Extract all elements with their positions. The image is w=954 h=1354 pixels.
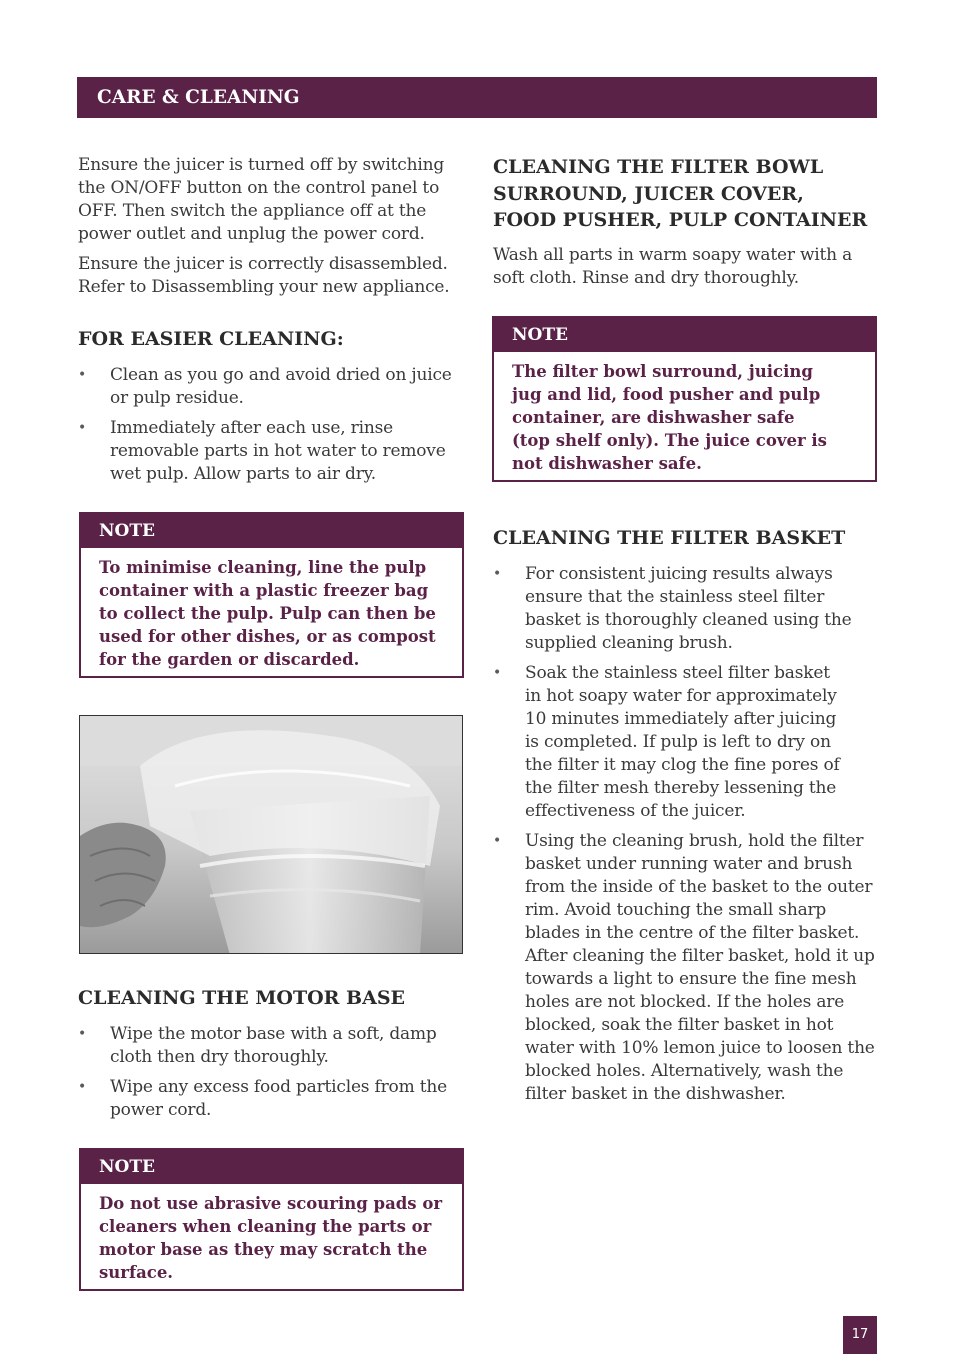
easier-cleaning-list (78, 364, 464, 486)
list-item: • For consistent juicing results always ensure that the stainless steel filter basket is thoroughly cleaned using the supplied cleaning brush. (493, 563, 852, 653)
bullet-icon: • (493, 832, 502, 849)
note-text: To minimise cleaning, line the pulp container with a plastic freezer bag to collect the pulp. Pulp can then be used for other dishes, or as compost for the garden or discarded. (99, 558, 436, 669)
bullet-icon: • (493, 565, 502, 582)
freezer-bag-illustration (80, 716, 463, 954)
list-item: • Wipe the motor base with a soft, damp cloth then dry thoroughly. (78, 1023, 437, 1067)
intro-paragraph-1: Ensure the juicer is turned off by switching the ON/OFF button on the control panel to OFF. Then switch the appliance off at the power outlet and unplug the power cord. (78, 155, 444, 244)
easier-cleaning-section (78, 326, 464, 493)
motor-base-list (78, 1023, 464, 1122)
note-label: NOTE (81, 1150, 462, 1184)
note-box-abrasive (79, 1148, 464, 1291)
freezer-bag-photo (79, 715, 463, 954)
section-header-bar (77, 77, 877, 118)
filter-bowl-text: Wash all parts in warm soapy water with a soft cloth. Rinse and dry thoroughly. (493, 244, 853, 288)
list-item: • Using the cleaning brush, hold the filter basket under running water and brush from the inside of the basket to the outer rim. Avoid touching the small sharp blades in the centre of the filter basket. After cleaning the filter basket, hold it up towards a light to ensure the fine mesh holes are not blocked. If the holes are blocked, soak the filter basket in hot water with 10% lemon juice to loosen the blocked holes. Alternatively, wash the filter basket in the dishwasher. (493, 830, 875, 1104)
note-box-dishwasher (492, 316, 877, 482)
motor-base-section (78, 985, 464, 1129)
easier-cleaning-heading: FOR EASIER CLEANING: (78, 328, 344, 350)
filter-bowl-heading: CLEANING THE FILTER BOWL SURROUND, JUICER COVER, FOOD PUSHER, PULP CONTAINER (493, 156, 868, 231)
note-box-pulp (79, 512, 464, 678)
section-title: CARE & CLEANING (97, 87, 300, 108)
list-item: • Wipe any excess food particles from the power cord. (78, 1076, 447, 1120)
page-number: 17 (843, 1316, 877, 1354)
list-item: • Clean as you go and avoid dried on juice or pulp residue. (78, 364, 452, 408)
filter-basket-list (493, 563, 877, 1106)
bullet-icon: • (78, 1078, 87, 1095)
filter-basket-section (493, 525, 877, 1113)
bullet-icon: • (78, 366, 87, 383)
bullet-icon: • (493, 664, 502, 681)
intro-paragraph-2: Ensure the juicer is correctly disassembled. Refer to Disassembling your new appliance. (78, 254, 450, 297)
note-text: The filter bowl surround, juicing jug and lid, food pusher and pulp container, are dishwasher safe (top shelf only). The juice cover is not dishwasher safe. (512, 362, 827, 473)
bullet-icon: • (78, 1025, 87, 1042)
filter-bowl-section (493, 154, 877, 290)
list-item: • Soak the stainless steel filter basket in hot soapy water for approximately 10 minutes immediately after juicing is completed. If pulp is left to dry on the filter it may clog the fine pores of the filter mesh thereby lessening the effectiveness of the juicer. (493, 662, 840, 821)
note-label: NOTE (494, 318, 875, 352)
motor-base-heading: CLEANING THE MOTOR BASE (78, 987, 406, 1009)
list-item: • Immediately after each use, rinse removable parts in hot water to remove wet pulp. Allow parts to air dry. (78, 417, 446, 484)
filter-basket-heading: CLEANING THE FILTER BASKET (493, 527, 846, 549)
bullet-icon: • (78, 419, 87, 436)
note-text: Do not use abrasive scouring pads or cleaners when cleaning the parts or motor base as they may scratch the surface. (99, 1194, 443, 1282)
note-label: NOTE (81, 514, 462, 548)
intro-text (78, 154, 464, 299)
